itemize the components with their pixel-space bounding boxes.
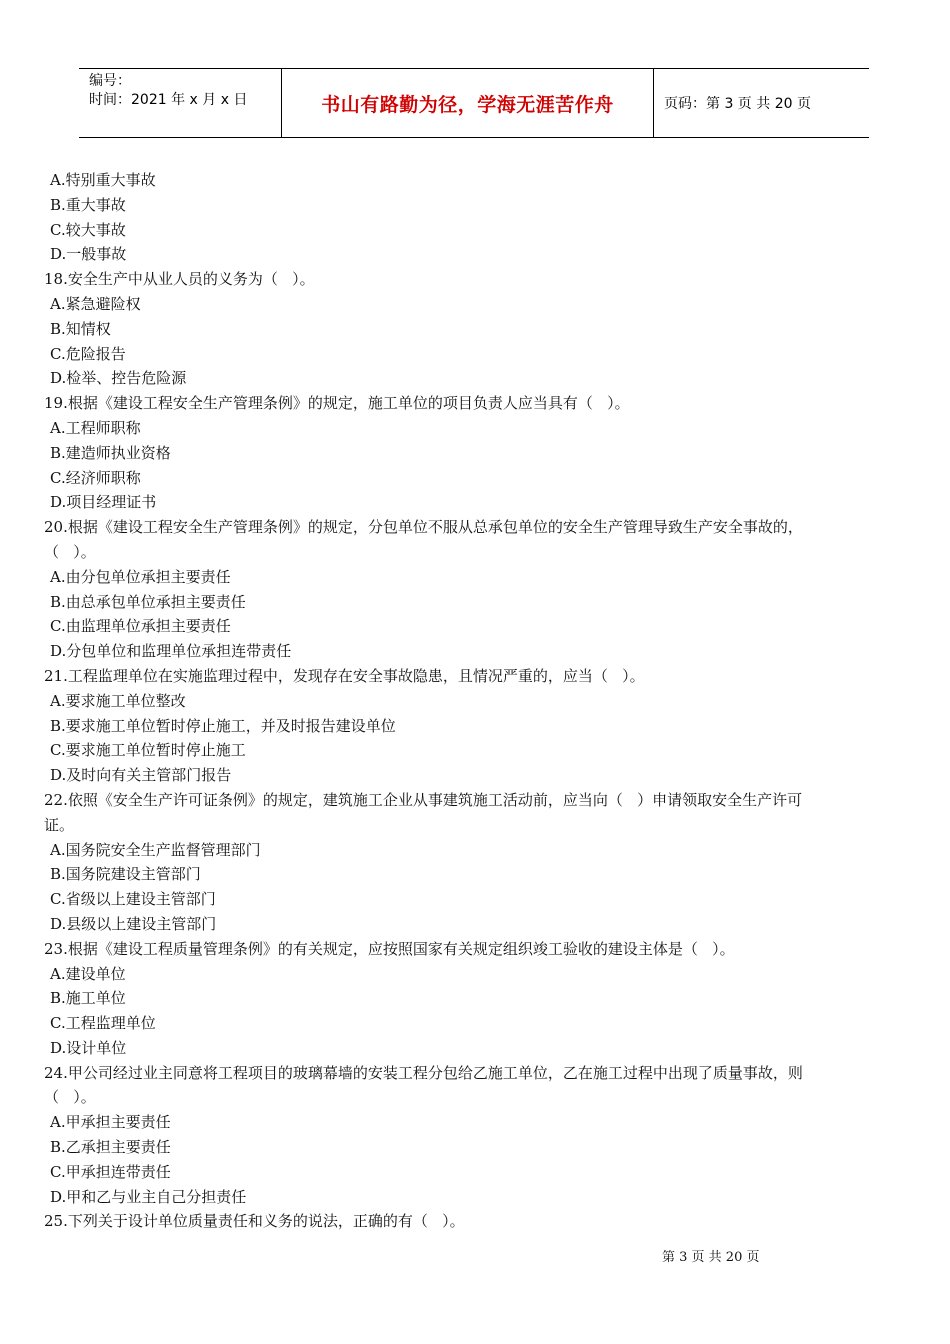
question-text: （ ）。 — [44, 1088, 96, 1107]
answer-option: B.国务院建设主管部门 — [50, 865, 201, 884]
answer-option: D.县级以上建设主管部门 — [50, 914, 217, 933]
question-text: 23.根据《建设工程质量管理条例》的有关规定，应按照国家有关规定组织竣工验收的建设主体是（ ）。 — [44, 939, 735, 958]
question-text: 18.安全生产中从业人员的义务为（ ）。 — [44, 270, 315, 289]
answer-option: B.要求施工单位暂时停止施工，并及时报告建设单位 — [50, 716, 396, 735]
document-number-label: 编号： — [89, 73, 131, 89]
answer-option: D.及时向有关主管部门报告 — [50, 766, 232, 785]
answer-option: B.知情权 — [50, 319, 111, 338]
question-text: 20.根据《建设工程安全生产管理条例》的规定，分包单位不服从总承包单位的安全生产管理导致生产安全事故的， — [44, 518, 803, 537]
answer-option: A.工程师职称 — [50, 418, 141, 437]
answer-option: C.较大事故 — [50, 220, 126, 239]
header-motto: 书山有路勤为径，学海无涯苦作舟 — [321, 93, 614, 116]
answer-option: C.经济师职称 — [50, 468, 141, 487]
answer-option: D.一般事故 — [50, 245, 127, 264]
answer-option: B.施工单位 — [50, 989, 126, 1008]
answer-option: D.设计单位 — [50, 1038, 127, 1057]
answer-option: D.甲和乙与业主自己分担责任 — [50, 1187, 247, 1206]
answer-option: A.由分包单位承担主要责任 — [50, 567, 231, 586]
question-text: 25.下列关于设计单位质量责任和义务的说法，正确的有（ ）。 — [44, 1212, 465, 1231]
question-text: 证。 — [44, 815, 75, 834]
answer-option: B.乙承担主要责任 — [50, 1138, 171, 1157]
answer-option: A.紧急避险权 — [50, 294, 141, 313]
answer-option: A.甲承担主要责任 — [50, 1113, 171, 1132]
answer-option: A.国务院安全生产监督管理部门 — [50, 840, 261, 859]
answer-option: A.要求施工单位整改 — [50, 691, 186, 710]
header-meta — [79, 69, 281, 137]
answer-option: A.建设单位 — [50, 964, 126, 983]
question-text: （ ）。 — [44, 542, 96, 561]
answer-option: B.由总承包单位承担主要责任 — [50, 592, 246, 611]
question-list — [44, 168, 894, 1234]
question-text: 19.根据《建设工程安全生产管理条例》的规定，施工单位的项目负责人应当具有（ ）。 — [44, 394, 630, 413]
page-header — [79, 68, 869, 138]
answer-option: C.甲承担连带责任 — [50, 1162, 171, 1181]
page-footer: 第 3 页 共 20 页 — [662, 1250, 760, 1265]
answer-option: C.要求施工单位暂时停止施工 — [50, 741, 246, 760]
answer-option: D.分包单位和监理单位承担连带责任 — [50, 642, 292, 661]
document-time-label: 时间：2021 年 x 月 x 日 — [89, 92, 248, 108]
question-text: 21.工程监理单位在实施监理过程中，发现存在安全事故隐患，且情况严重的，应当（ ）。 — [44, 666, 645, 685]
answer-option: A.特别重大事故 — [50, 171, 156, 189]
answer-option: C.危险报告 — [50, 344, 126, 363]
answer-option: B.重大事故 — [50, 195, 126, 214]
answer-option: B.建造师执业资格 — [50, 443, 171, 462]
answer-option: C.省级以上建设主管部门 — [50, 890, 216, 909]
header-page-info-cell — [654, 69, 869, 137]
answer-option: C.由监理单位承担主要责任 — [50, 617, 231, 636]
header-motto-cell — [281, 69, 654, 137]
question-text: 22.依照《安全生产许可证条例》的规定，建筑施工企业从事建筑施工活动前，应当向（ ）申请领取安全生产许可 — [44, 790, 803, 809]
answer-option: D.检举、控告危险源 — [50, 369, 187, 388]
header-page-info: 页码：第 3 页 共 20 页 — [664, 96, 811, 112]
answer-option: D.项目经理证书 — [50, 493, 157, 512]
answer-option: C.工程监理单位 — [50, 1014, 156, 1033]
question-text: 24.甲公司经过业主同意将工程项目的玻璃幕墙的安装工程分包给乙施工单位，乙在施工过程中出现了质量事故，则 — [44, 1063, 803, 1082]
